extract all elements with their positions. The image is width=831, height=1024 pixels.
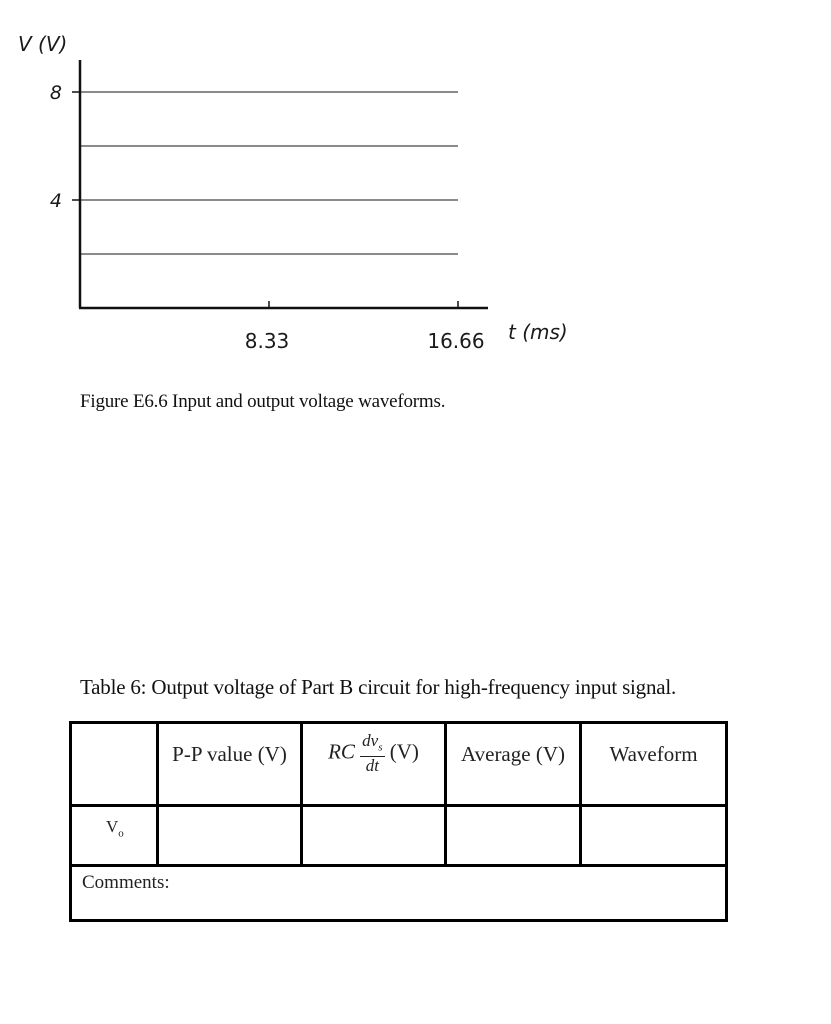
table-header-row: [71, 723, 727, 806]
table-row-vo: [71, 806, 727, 866]
y-tick-label-1: 4: [49, 190, 62, 212]
header-rc-derivative: [302, 723, 446, 806]
voltage-chart: [0, 0, 831, 380]
waveform-input-cell[interactable]: [581, 806, 727, 866]
header-average-label: Average (V): [461, 742, 565, 766]
header-empty-cell: [71, 723, 158, 806]
row-label-cell: [71, 806, 158, 866]
table-row-comments: [71, 866, 727, 921]
x-tick-label-1: 16.66: [427, 329, 485, 353]
table-caption: Table 6: Output voltage of Part B circuit for high-frequency input signal.: [80, 675, 677, 699]
derivative-numerator-sub: s: [378, 741, 383, 754]
header-pp-value: [158, 723, 302, 806]
x-tick-label-0: 8.33: [244, 329, 290, 353]
rc-prefix: RC: [328, 739, 355, 764]
figure-caption: Figure E6.6 Input and output voltage waveforms.: [80, 391, 446, 412]
row-label-sub: o: [118, 827, 124, 840]
rc-unit: (V): [389, 739, 419, 764]
header-pp-label: P-P value (V): [172, 742, 287, 766]
header-waveform: [581, 723, 727, 806]
rc-derivative-input-cell[interactable]: [302, 806, 446, 866]
y-axis-label: V (V): [18, 32, 68, 56]
comments-label: Comments:: [82, 872, 170, 893]
row-label: V: [106, 817, 119, 836]
average-input-cell[interactable]: [446, 806, 581, 866]
derivative-fraction: [360, 732, 384, 775]
header-waveform-label: Waveform: [609, 742, 698, 766]
comments-cell[interactable]: [71, 866, 727, 921]
pp-value-input-cell[interactable]: [158, 806, 302, 866]
derivative-denominator: dt: [365, 756, 379, 776]
output-voltage-table: [69, 721, 728, 922]
y-tick-label-0: 8: [49, 82, 62, 104]
x-axis-label: t (ms): [508, 320, 568, 344]
derivative-numerator: dv: [362, 731, 379, 750]
header-average: [446, 723, 581, 806]
